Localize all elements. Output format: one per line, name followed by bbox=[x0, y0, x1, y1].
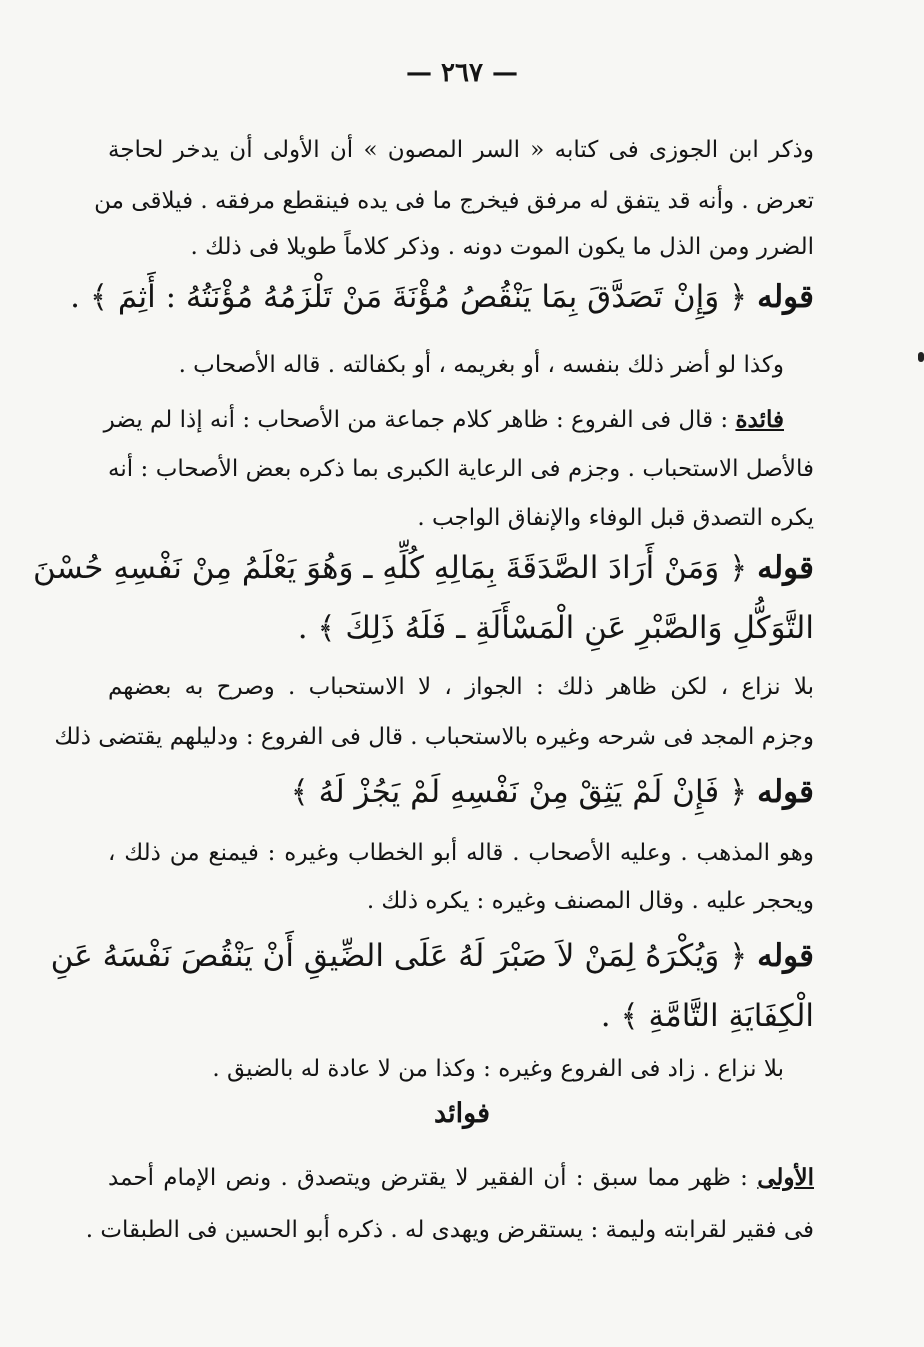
quote-line bbox=[70, 267, 814, 327]
lead-word: قوله bbox=[757, 550, 814, 586]
text-line: يكره التصدق قبل الوفاء والإنفاق الواجب . bbox=[417, 505, 814, 531]
quran-text: ﴿ وَمَنْ أَرَادَ الصَّدَقَةَ بِمَالِهِ كُلِّهِ ـ وَهُوَ يَعْلَمُ مِنْ نَفْسِهِ حُسْنَ bbox=[33, 550, 748, 586]
benefit-text: : ظهر مما سبق : أن الفقير لا يقترض ويتصدق . ونص الإمام أحمد bbox=[108, 1165, 748, 1191]
section-heading: فوائد bbox=[433, 1098, 491, 1129]
benefit-text: : قال فى الفروع : ظاهر كلام جماعة من الأصحاب : أنه إذا لم يضر bbox=[103, 407, 729, 433]
text-line: الضرر ومن الذل ما يكون الموت دونه . وذكر كلاماً طويلا فى ذلك . bbox=[190, 234, 814, 260]
lead-word: قوله bbox=[757, 279, 814, 315]
page-number: — ٢٦٧ — bbox=[405, 58, 519, 88]
first-benefit-line bbox=[108, 1154, 814, 1202]
quote-line bbox=[33, 538, 814, 598]
lead-word: قوله bbox=[757, 938, 814, 974]
quran-text: ﴿ وَإِنْ تَصَدَّقَ بِمَا يَنْقُصُ مُؤْنَةَ مَنْ تَلْزَمُهُ مُؤْنَتُهُ : أَثِمَ ﴾ . bbox=[70, 279, 748, 315]
text-line: وذكر ابن الجوزى فى كتابه « السر المصون » أن الأولى أن يدخر لحاجة bbox=[108, 137, 814, 163]
text-line: فالأصل الاستحباب . وجزم فى الرعاية الكبرى بما ذكره بعض الأصحاب : أنه bbox=[108, 456, 814, 482]
text-line: تعرض . وأنه قد يتفق له مرفق فيخرج ما فى يده فينقطع مرفقه . فيلاقى من bbox=[94, 188, 814, 214]
text-line: ويحجر عليه . وقال المصنف وغيره : يكره ذلك . bbox=[366, 888, 814, 914]
lead-word: قوله bbox=[757, 774, 814, 810]
text-line: وجزم المجد فى شرحه وغيره بالاستحباب . قال فى الفروع : ودليلهم يقتضى ذلك bbox=[54, 724, 814, 750]
text-line: بلا نزاع . زاد فى الفروع وغيره : وكذا من لا عادة له بالضيق . bbox=[212, 1056, 784, 1082]
text-line: فى فقير لقرابته وليمة : يستقرض ويهدى له . ذكره أبو الحسين فى الطبقات . bbox=[85, 1217, 814, 1243]
text-line: وكذا لو أضر ذلك بنفسه ، أو بغريمه ، أو بكفالته . قاله الأصحاب . bbox=[178, 352, 784, 378]
margin-mark bbox=[918, 352, 924, 362]
benefit-line bbox=[103, 396, 784, 444]
text-line: وهو المذهب . وعليه الأصحاب . قاله أبو الخطاب وغيره : فيمنع من ذلك ، bbox=[108, 840, 814, 866]
quote-line: التَّوَكُّلِ وَالصَّبْرِ عَنِ الْمَسْأَلَةِ ـ فَلَهُ ذَلِكَ ﴾ . bbox=[297, 610, 814, 646]
quote-line: الْكِفَايَةِ التَّامَّةِ ﴾ . bbox=[600, 998, 814, 1034]
lead-word: فائدة bbox=[735, 406, 784, 433]
quote-line bbox=[108, 762, 814, 822]
text-line: بلا نزاع ، لكن ظاهر ذلك : الجواز ، لا الاستحباب . وصرح به بعضهم bbox=[108, 674, 814, 700]
lead-word: الأولى bbox=[757, 1164, 814, 1191]
quran-text: ﴿ فَإِنْ لَمْ يَثِقْ مِنْ نَفْسِهِ لَمْ يَجُزْ لَهُ ﴾ bbox=[290, 774, 748, 810]
quote-line bbox=[50, 926, 814, 986]
quran-text: ﴿ وَيُكْرَهُ لِمَنْ لاَ صَبْرَ لَهُ عَلَى الضِّيقِ أَنْ يَنْقُصَ نَفْسَهُ عَنِ bbox=[50, 938, 748, 974]
